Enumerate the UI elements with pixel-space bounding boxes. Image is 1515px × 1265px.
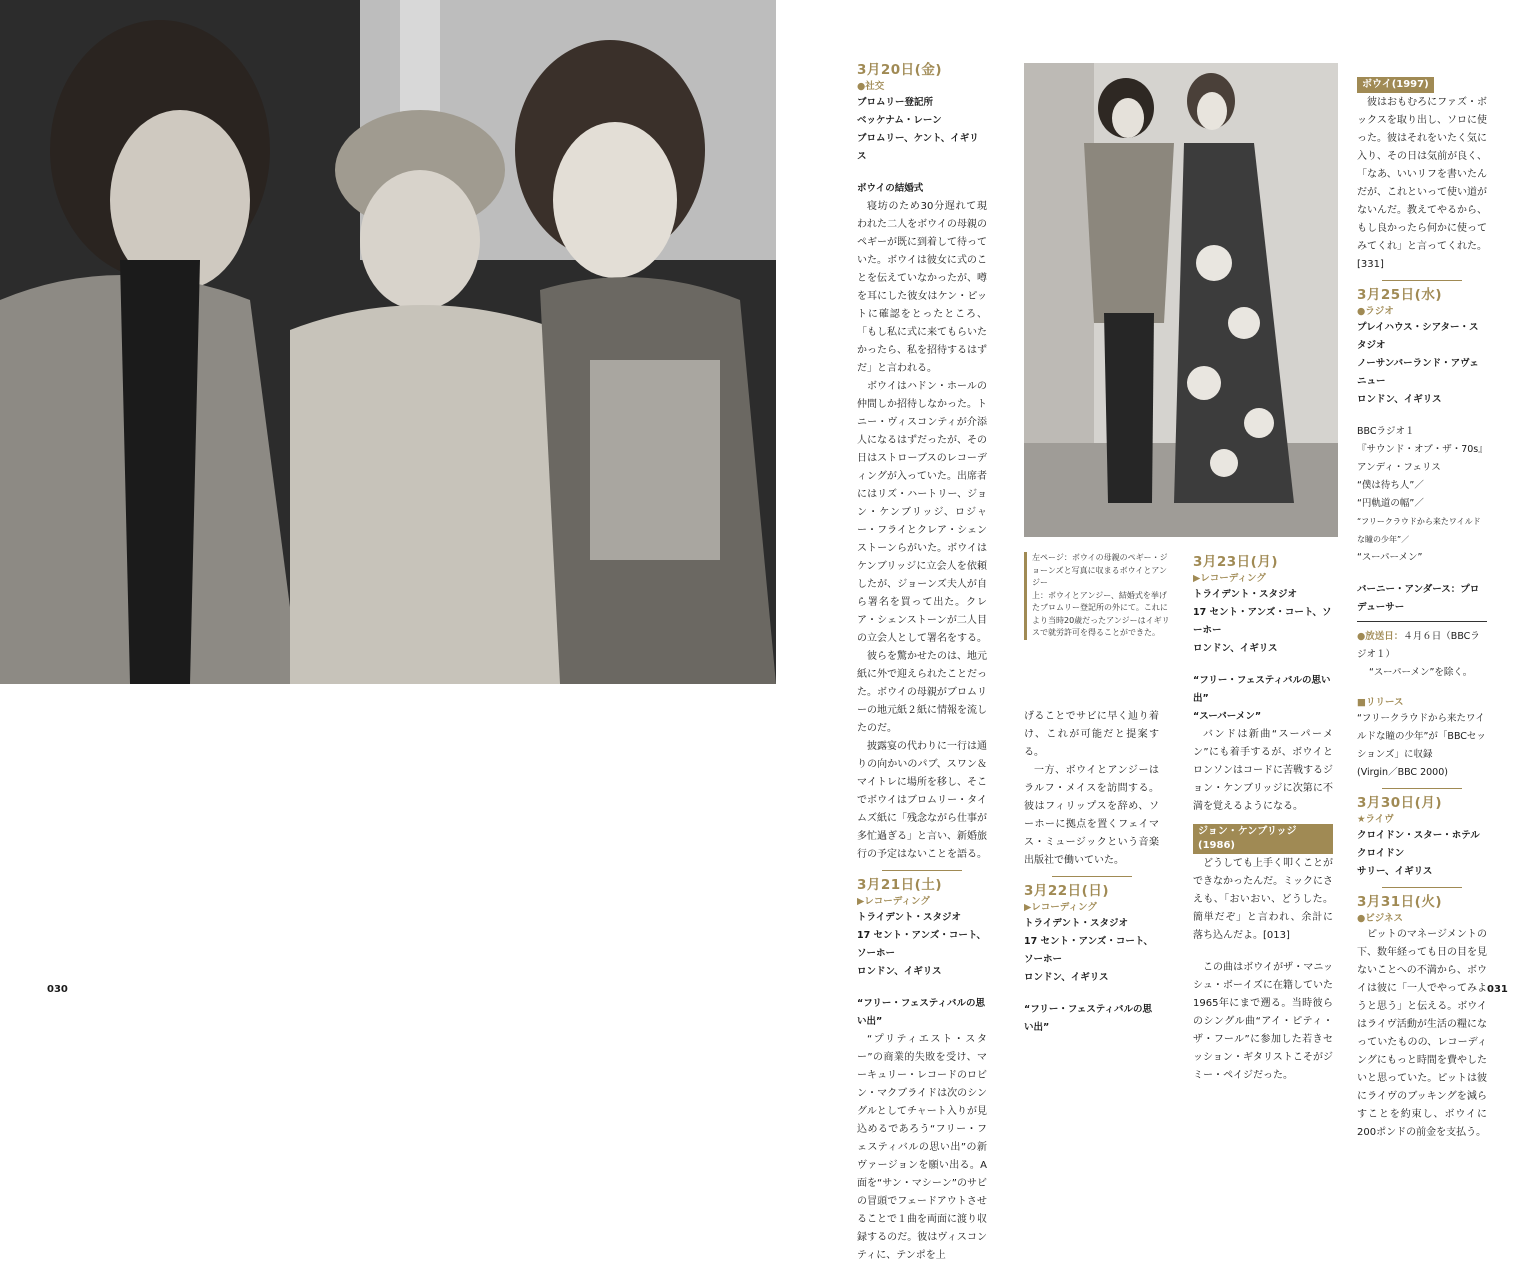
release-text: “フリークラウドから来たワイルドな瞳の少年”が「BBCセッションズ」に収録 — [1357, 713, 1486, 760]
divider — [1382, 788, 1462, 789]
quote-paragraph: どうしても上手く叩くことができなかったんだ。ミックにさえも、「おいおい、どうした。簡単だぞ」と言われ、余計に落ち込んだよ。[013] — [1193, 858, 1333, 941]
divider — [1357, 621, 1487, 622]
location-line: トライデント・スタジオ — [1024, 918, 1129, 929]
column-2 — [1024, 708, 1159, 1037]
divider — [1052, 876, 1132, 877]
divider — [882, 870, 962, 871]
release-label: ■リリース — [1357, 697, 1404, 708]
quote-source-tag: ジョン・ケンブリッジ(1986) — [1193, 824, 1333, 854]
body-paragraph: ボウイはハドン・ホールの仲間しか招待しなかった。トニー・ヴィスコンティが介添人になるはずだったが、その日はストローブスのレコーディングが入っていた。出席者にはリズ・ハートリー、ジョン・ケンブリッジ、ロジャー・フライとクレア・シェンストーンらがいた。ボウイはケンブリッジに立会人を依頼したが、ジョーンズ夫人が自ら署名を買って出た。クレア・シェンストーンが二人目の立会人として署名をする。 — [857, 381, 987, 644]
radio-line: “フリークラウドから来たワイルドな瞳の少年”／ — [1357, 517, 1481, 544]
date-heading: 3月30日(月) — [1357, 795, 1443, 811]
date-heading: 3月25日(水) — [1357, 287, 1443, 303]
broadcast-note: “スーパーメン”を除く。 — [1369, 667, 1473, 678]
body-paragraph: “プリティエスト・スター”の商業的失敗を受け、マーキュリー・レコードのロビン・マクブライドは次のシングルとしてチャート入りが見込めるであろう“フリー・フェスティバルの思い出”の新ヴァージョンを願い出る。A面を“サン・マシーン”のサビの冒頭でフェードアウトさせることで１曲を両面に渡り収録するのだ。彼はヴィスコンティに、テンポを上 — [857, 1034, 987, 1261]
body-paragraph: バンドは新曲“スーパーメン”にも着手するが、ボウイとロンソンはコードに苦戦するジョン・ケンブリッジに次第に不満を覚えるようになる。 — [1193, 729, 1333, 812]
page-number-right: 031 — [1487, 984, 1508, 995]
category-label: ●ラジオ — [1357, 306, 1394, 317]
date-heading: 3月20日(金) — [857, 62, 943, 78]
location-line: 17 セント・アンズ・コート、ソーホー — [1024, 936, 1154, 965]
date-heading: 3月22日(日) — [1024, 883, 1110, 899]
radio-line: アンディ・フェリス — [1357, 462, 1441, 473]
quote-source-tag: ボウイ(1997) — [1357, 77, 1434, 93]
location-line: サリー、イギリス — [1357, 866, 1433, 877]
category-label: ●ビジネス — [1357, 913, 1404, 924]
category-label: ★ライヴ — [1357, 814, 1394, 825]
location-line: ベッケナム・レーン — [857, 115, 942, 126]
broadcast-label: ●放送日： — [1357, 631, 1404, 642]
body-paragraph: げることでサビに早く辿り着け、これが可能だと提案する。 — [1024, 711, 1159, 758]
radio-line: “スーパーメン” — [1357, 552, 1423, 563]
section-heading: ボウイの結婚式 — [857, 183, 924, 194]
location-line: ロンドン、イギリス — [1193, 643, 1278, 654]
location-line: ブロムリー、ケント、イギリス — [857, 133, 979, 162]
location-line: トライデント・スタジオ — [1193, 589, 1298, 600]
quote-paragraph: 彼はおもむろにファズ・ボックスを取り出し、ソロに使った。彼はそれをいたく気に入り、その日は気前が良く、「なあ、いいリフを書いたんだが、これといって使い道がないんだ。教えてやるから、もし良かったら何かに使ってみてくれ」と言ってくれた。[331] — [1357, 97, 1487, 270]
section-heading: “フリー・フェスティバルの思い出” — [1193, 675, 1331, 704]
release-text: (Virgin／BBC 2000) — [1357, 767, 1448, 778]
column-1 — [857, 60, 987, 1265]
producer-credit: バーニー・アンダース：プロデューサー — [1357, 584, 1480, 613]
page-number-left: 030 — [47, 984, 68, 995]
category-label: ●社交 — [857, 81, 885, 92]
photo-caption: 左ページ：ボウイの母親のペギー・ジョーンズと写真に収まるボウイとアンジー 上：ボウイとアンジー、結婚式を挙げたブロムリー登記所の外にて。これにより当時20歳だったアンジーはイギリスで就労許可を得ることができた。 — [1024, 552, 1172, 640]
section-heading: “フリー・フェスティバルの思い出” — [857, 998, 985, 1027]
location-line: 17 セント・アンズ・コート、ソーホー — [1193, 607, 1332, 636]
column-3 — [1193, 552, 1333, 1085]
broadcast-date: ４月６日（BBCラジオ１） — [1357, 631, 1480, 660]
location-line: ブロムリー登記所 — [857, 97, 934, 108]
body-paragraph: ピットのマネージメントの下、数年経っても日の目を見ないことへの不満から、ボウイは彼に「一人でやってみようと思う」と伝える。ボウイはライヴ活動が生活の糧になっていたものの、レコーディングにもっと時間を費やしたいと思っていた。ピットは彼にライヴのブッキングを減らすことを約束し、ボウイに200ポンドの前金を支払う。 — [1357, 929, 1487, 1138]
column-4 — [1357, 76, 1487, 1142]
date-heading: 3月23日(月) — [1193, 554, 1279, 570]
section-heading: “フリー・フェスティバルの思い出” — [1024, 1004, 1152, 1033]
radio-line: “僕は待ち人”／ — [1357, 480, 1424, 491]
divider — [1382, 887, 1462, 888]
divider — [1382, 280, 1462, 281]
location-line: 17 セント・アンズ・コート、ソーホー — [857, 930, 987, 959]
location-line: トライデント・スタジオ — [857, 912, 962, 923]
category-label: ▶レコーディング — [1024, 902, 1097, 913]
category-label: ▶レコーディング — [857, 896, 930, 907]
radio-line: BBCラジオ１ — [1357, 426, 1415, 437]
category-label: ▶レコーディング — [1193, 573, 1266, 584]
radio-line: “円軌道の幅”／ — [1357, 498, 1424, 509]
location-line: ノーサンバーランド・アヴェニュー — [1357, 358, 1479, 387]
location-line: ロンドン、イギリス — [1357, 394, 1442, 405]
location-line: プレイハウス・シアター・スタジオ — [1357, 322, 1479, 351]
date-heading: 3月21日(土) — [857, 877, 943, 893]
radio-line: 『サウンド・オブ・ザ・70s』 — [1357, 444, 1488, 455]
body-paragraph: この曲はボウイがザ・マニッシュ・ボーイズに在籍していた1965年にまで遡る。当時彼らのシングル曲“アイ・ピティ・ザ・フール”に参加した若きセッション・ギタリストこそがジミー・ペイジだった。 — [1193, 962, 1333, 1081]
location-line: ロンドン、イギリス — [857, 966, 942, 977]
location-line: クロイドン — [1357, 848, 1405, 859]
body-paragraph: 一方、ボウイとアンジーはラルフ・メイスを訪問する。彼はフィリップスを辞め、ソーホーに拠点を置くフェイマス・ミュージックという音楽出版社で働いていた。 — [1024, 765, 1159, 866]
date-heading: 3月31日(火) — [1357, 894, 1443, 910]
body-paragraph: 披露宴の代わりに一行は通りの向かいのパブ、スワン＆マイトレに場所を移し、そこでボウイはブロムリー・タイムズ紙に「残念ながら仕事が多忙過ぎる」と言い、新婚旅行の予定はないことを語る。 — [857, 741, 987, 860]
location-line: クロイドン・スター・ホテル — [1357, 830, 1480, 841]
section-heading: “スーパーメン” — [1193, 711, 1262, 722]
location-line: ロンドン、イギリス — [1024, 972, 1109, 983]
body-paragraph: 寝坊のため30分遅れて現われた二人をボウイの母親のペギーが既に到着して待っていた。ボウイは彼女に式のことを伝えていなかったが、噂を耳にした彼女はケン・ピットに確認をとったところ、「もし私に式に来てもらいたかったら、私を招待するはずだ」と言われる。 — [857, 201, 987, 374]
photo-left-trio — [0, 0, 776, 684]
body-paragraph: 彼らを驚かせたのは、地元紙に外で迎えられたことだった。ボウイの母親がブロムリーの地元紙２紙に情報を流したのだ。 — [857, 651, 987, 734]
photo-right-couple — [1024, 63, 1338, 537]
